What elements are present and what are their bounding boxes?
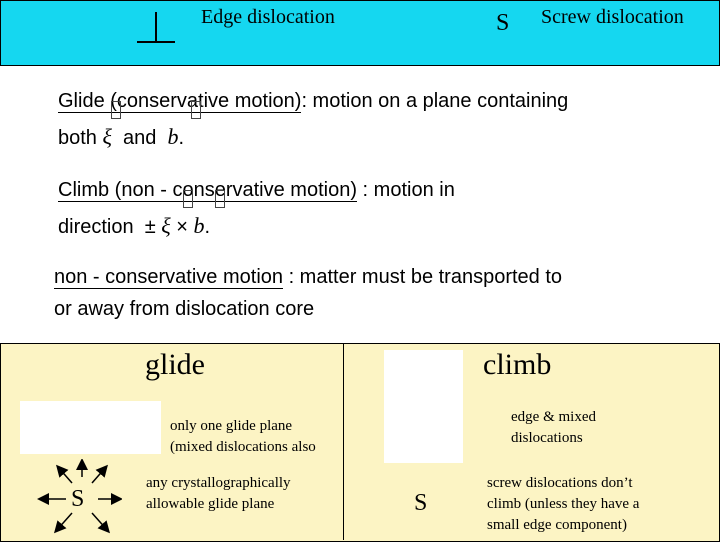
- cell-line: climb (unless they have a: [487, 496, 640, 512]
- climb-period: .: [204, 216, 211, 238]
- screw-symbol-climb: S: [414, 490, 428, 516]
- edge-dislocation-symbol-icon: [137, 12, 175, 44]
- cell-line: small edge component): [487, 517, 627, 533]
- vector-placeholder-icon: [183, 190, 193, 208]
- edge-dislocation-label: Edge dislocation: [201, 6, 335, 28]
- cell-line: (mixed dislocations also: [170, 439, 316, 455]
- blank-image-area: [384, 350, 463, 463]
- glide-term: Glide (conservative motion): [58, 90, 302, 112]
- climb-direction-text: direction ±: [58, 216, 162, 238]
- cell-line: any crystallographically: [146, 475, 291, 491]
- xi-symbol: ξ: [161, 213, 171, 238]
- cell-line: screw dislocations don’t: [487, 475, 633, 491]
- table-divider: [343, 343, 344, 540]
- glide-definition-line2: [58, 125, 184, 150]
- climb-definition-line1: [58, 178, 455, 202]
- vector-placeholder-icon: [191, 101, 201, 119]
- nonconservative-line1: [54, 265, 562, 289]
- climb-term: Climb (non - conservative motion): [58, 179, 357, 201]
- climb-screw-cell: [487, 473, 639, 536]
- climb-column-header: climb: [483, 348, 552, 381]
- glide-screw-cell: [146, 473, 291, 515]
- glide-and-text: and: [111, 127, 168, 149]
- screw-symbol-glide: S: [71, 486, 85, 512]
- climb-edge-cell: [511, 407, 596, 449]
- blank-image-area: [20, 401, 161, 454]
- climb-definition: : motion in: [357, 179, 455, 201]
- b-symbol: b: [193, 213, 205, 238]
- glide-definition-line1: [58, 89, 568, 113]
- xi-symbol: ξ: [102, 124, 112, 149]
- cell-line: allowable glide plane: [146, 496, 275, 512]
- cell-line: edge & mixed: [511, 409, 596, 425]
- nonconservative-line2: or away from dislocation core: [54, 298, 315, 320]
- glide-column-header: glide: [145, 348, 205, 381]
- cell-line: only one glide plane: [170, 418, 293, 434]
- glide-both-text: both: [58, 127, 103, 149]
- nonconservative-term: non - conservative motion: [54, 266, 284, 288]
- screw-dislocation-label: Screw dislocation: [541, 6, 684, 28]
- screw-dislocation-symbol: S: [496, 10, 510, 36]
- vector-placeholder-icon: [215, 190, 225, 208]
- glide-period: .: [178, 127, 185, 149]
- glide-definition: : motion on a plane containing: [301, 90, 569, 112]
- b-symbol: b: [167, 124, 179, 149]
- vector-placeholder-icon: [111, 101, 121, 119]
- nonconservative-definition: : matter must be transported to: [283, 266, 563, 288]
- glide-edge-cell: [170, 416, 316, 458]
- climb-definition-line2: [58, 214, 210, 239]
- cell-line: dislocations: [511, 430, 583, 446]
- cross-product-symbol: ×: [170, 216, 194, 238]
